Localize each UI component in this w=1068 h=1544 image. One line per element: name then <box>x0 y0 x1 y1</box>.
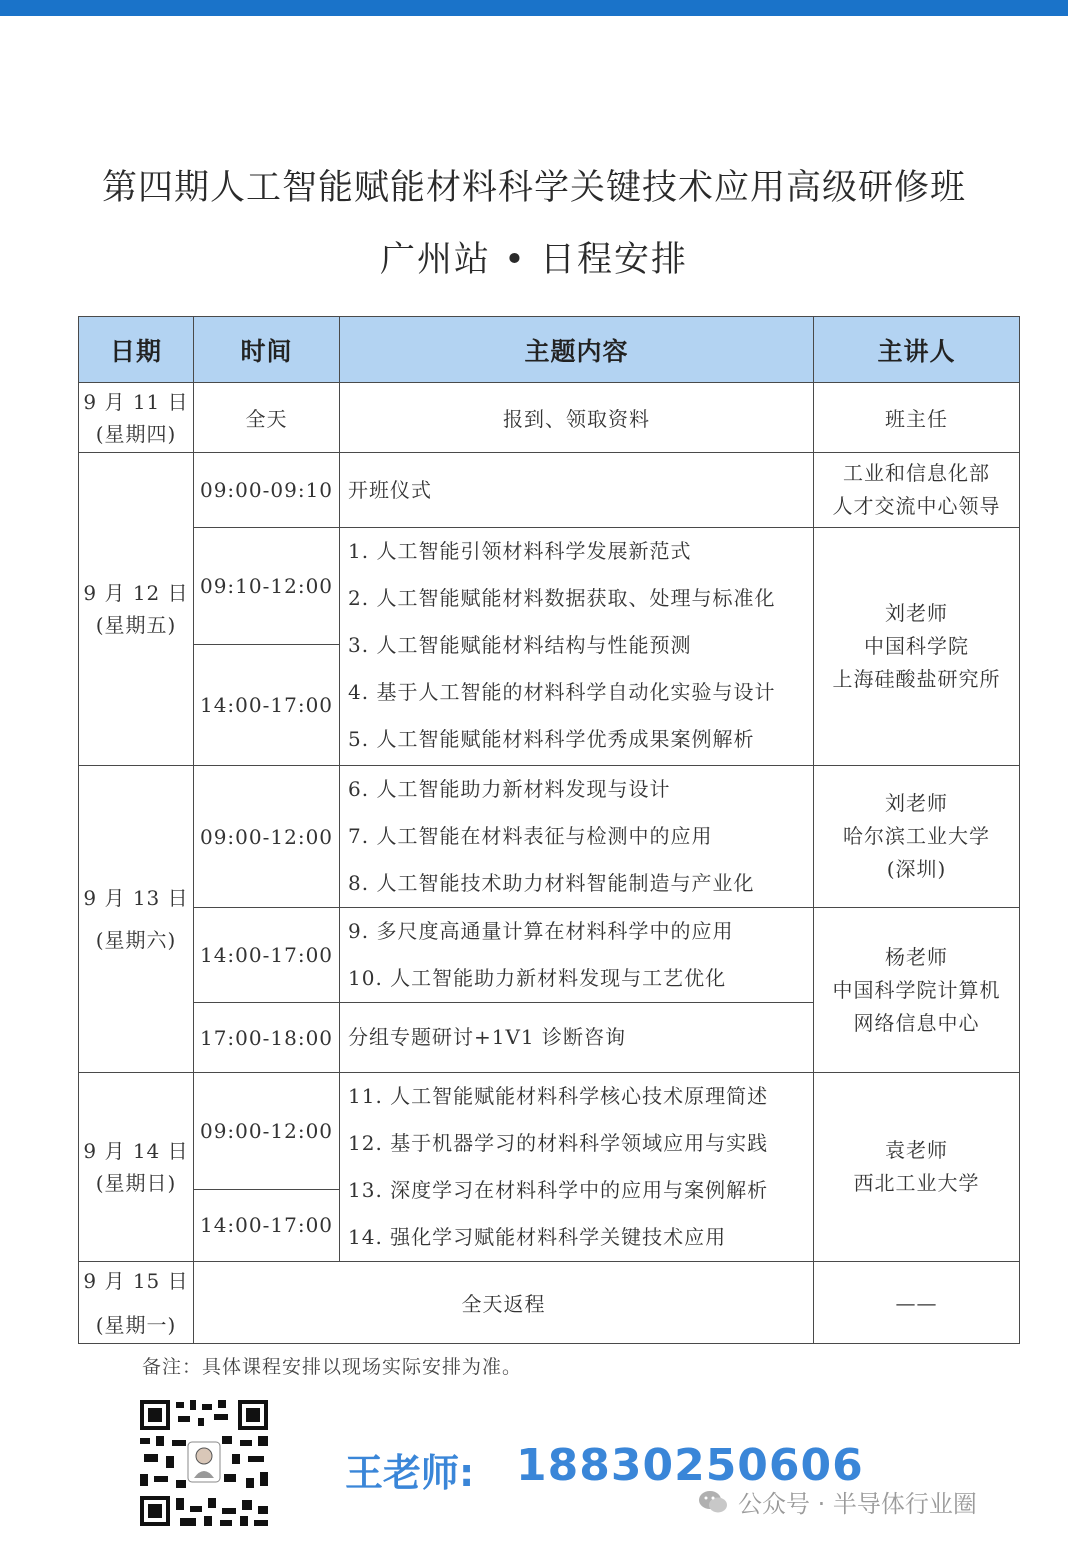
topic-item: 4. 基于人工智能的材料科学自动化实验与设计 <box>348 680 776 704</box>
table-row <box>79 766 1020 908</box>
speaker-line: 杨老师 <box>885 944 948 969</box>
topic-item: 13. 深度学习在材料科学中的应用与案例解析 <box>348 1178 769 1202</box>
topic-item: 分组专题研讨+1V1 诊断咨询 <box>348 1025 627 1049</box>
time-cell: 14:00-17:00 <box>194 908 340 1003</box>
speaker-line: 中国科学院 <box>864 634 969 658</box>
table-row <box>79 528 1020 645</box>
topic-cell <box>340 1003 814 1073</box>
date-cell <box>79 453 194 766</box>
time-cell: 14:00-17:00 <box>194 1189 340 1261</box>
date-text: 9 月 14 日 <box>83 1139 189 1163</box>
table-row <box>79 453 1020 528</box>
topic-cell <box>340 528 814 766</box>
speaker-line: 西北工业大学 <box>853 1171 980 1195</box>
date-cell <box>79 383 194 453</box>
topic-item: 12. 基于机器学习的材料科学领域应用与实践 <box>348 1131 769 1155</box>
header-time: 时间 <box>194 317 340 383</box>
weekday-text: (星期六) <box>95 928 177 952</box>
header-date: 日期 <box>79 317 194 383</box>
topic-item: 3. 人工智能赋能材料结构与性能预测 <box>348 633 692 657</box>
table-header-row <box>79 317 1020 383</box>
topic-cell: 报到、领取资料 <box>340 383 814 453</box>
date-text: 9 月 12 日 <box>83 581 189 605</box>
weekday-text: (星期日) <box>95 1171 177 1195</box>
topic-cell <box>340 908 814 1003</box>
speaker-line: 上海硅酸盐研究所 <box>832 667 1001 691</box>
speaker-cell <box>814 453 1020 528</box>
header-speaker: 主讲人 <box>814 317 1020 383</box>
time-cell: 09:00-12:00 <box>194 766 340 908</box>
speaker-cell <box>814 908 1020 1073</box>
topic-item: 10. 人工智能助力新材料发现与工艺优化 <box>348 966 727 990</box>
topic-cell <box>340 1073 814 1262</box>
topic-item: 1. 人工智能引领材料科学发展新范式 <box>348 539 692 563</box>
time-cell: 17:00-18:00 <box>194 1003 340 1073</box>
speaker-cell <box>814 766 1020 908</box>
topic-item: 开班仪式 <box>348 477 432 502</box>
topic-item: 6. 人工智能助力新材料发现与设计 <box>348 777 671 801</box>
table-row <box>79 1262 1020 1344</box>
speaker-cell: 班主任 <box>814 383 1020 453</box>
topic-cell <box>340 453 814 528</box>
topic-item: 9. 多尺度高通量计算在材料科学中的应用 <box>348 919 734 943</box>
schedule-table <box>78 316 1020 1344</box>
page-title: 第四期人工智能赋能材料科学关键技术应用高级研修班 <box>101 168 966 208</box>
time-cell: 09:10-12:00 <box>194 528 340 645</box>
contact-name: 王老师: <box>345 1451 475 1495</box>
footnote: 备注：具体课程安排以现场实际安排为准。 <box>142 1356 523 1378</box>
time-cell: 09:00-09:10 <box>194 453 340 528</box>
weekday-text: (星期一) <box>95 1312 177 1337</box>
topic-item: 7. 人工智能在材料表征与检测中的应用 <box>348 824 713 848</box>
topic-cell <box>340 766 814 908</box>
speaker-line: 哈尔滨工业大学 <box>843 824 990 848</box>
date-cell <box>79 1073 194 1262</box>
table-row <box>79 1073 1020 1190</box>
page-subtitle: 广州站 • 日程安排 <box>380 240 688 280</box>
speaker-line: (深圳) <box>886 857 947 881</box>
speaker-cell <box>814 1073 1020 1262</box>
topic-item: 14. 强化学习赋能材料科学关键技术应用 <box>348 1225 727 1249</box>
time-cell: 全天 <box>194 383 340 453</box>
topic-item: 5. 人工智能赋能材料科学优秀成果案例解析 <box>348 727 755 751</box>
weekday-text: (星期五) <box>95 613 177 637</box>
date-text: 9 月 13 日 <box>83 886 189 910</box>
qr-code-icon <box>136 1396 272 1530</box>
speaker-line: 中国科学院计算机 <box>832 977 1001 1002</box>
speaker-line: 袁老师 <box>885 1138 948 1162</box>
table-row <box>79 383 1020 453</box>
date-cell <box>79 766 194 1073</box>
table-row <box>79 908 1020 1003</box>
watermark <box>698 1484 977 1519</box>
topic-item: 8. 人工智能技术助力材料智能制造与产业化 <box>348 871 755 895</box>
date-cell <box>79 1262 194 1344</box>
topic-item: 2. 人工智能赋能材料数据获取、处理与标准化 <box>348 586 776 610</box>
top-accent-bar <box>0 0 1068 16</box>
weekday-text: (星期四) <box>95 421 177 446</box>
speaker-line: 工业和信息化部 <box>843 461 990 485</box>
header-topic: 主题内容 <box>340 317 814 383</box>
date-text: 9 月 15 日 <box>83 1268 189 1293</box>
time-cell: 14:00-17:00 <box>194 645 340 766</box>
speaker-line: 人才交流中心领导 <box>832 494 1001 518</box>
topic-item: 11. 人工智能赋能材料科学核心技术原理简述 <box>348 1084 769 1108</box>
topic-cell: 全天返程 <box>194 1262 814 1344</box>
speaker-cell <box>814 528 1020 766</box>
time-cell: 09:00-12:00 <box>194 1073 340 1190</box>
speaker-cell: —— <box>814 1262 1020 1344</box>
speaker-line: 刘老师 <box>885 601 948 625</box>
watermark-text: 公众号 · 半导体行业圈 <box>738 1490 977 1518</box>
speaker-line: 网络信息中心 <box>853 1010 980 1035</box>
speaker-line: 刘老师 <box>885 791 948 815</box>
wechat-icon <box>698 1489 728 1515</box>
contact-phone[interactable]: 18830250606 <box>516 1440 864 1491</box>
date-text: 9 月 11 日 <box>83 389 189 414</box>
